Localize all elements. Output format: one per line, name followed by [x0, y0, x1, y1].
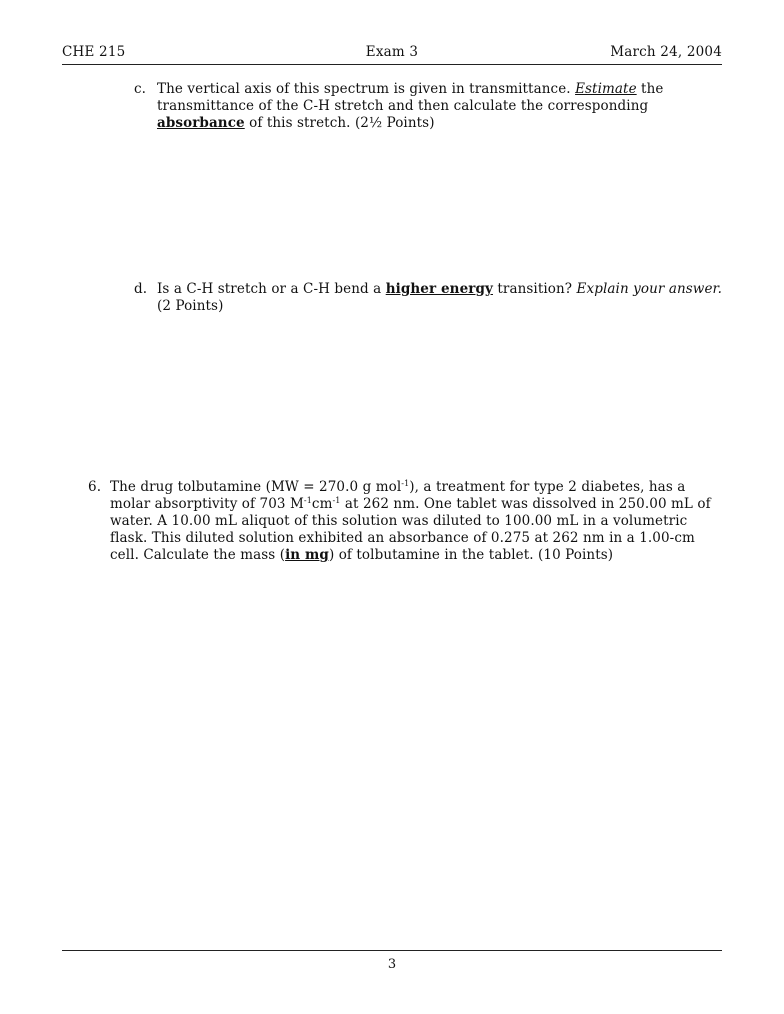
page-header	[62, 44, 722, 65]
higher-energy-emphasis: higher energy	[385, 281, 493, 297]
question-d-line-2: (2 Points)	[157, 298, 224, 314]
footer-divider	[62, 950, 722, 951]
question-6-line-5	[110, 547, 711, 564]
question-6-text	[110, 479, 711, 564]
text-span: cm	[311, 496, 333, 512]
question-c-label: c.	[134, 81, 147, 97]
superscript: -1	[401, 479, 410, 488]
text-span: molar absorptivity of 703 M	[110, 496, 304, 512]
text-span: Is a C-H stretch or a C-H bend a	[157, 281, 386, 297]
question-6-line-3: water. A 10.00 mL aliquot of this solution was diluted to 100.00 mL in a volumetric	[110, 513, 688, 529]
exam-date: March 24, 2004	[610, 44, 722, 60]
superscript: -1	[303, 496, 312, 505]
question-c-text	[157, 81, 663, 132]
absorbance-emphasis: absorbance	[157, 115, 245, 131]
course-code: CHE 215	[62, 44, 126, 60]
question-6-line-1	[110, 479, 711, 496]
text-span: The drug tolbutamine (MW = 270.0 g mol	[110, 479, 402, 495]
superscript: -1	[332, 496, 341, 505]
question-c-line-2: transmittance of the C-H stretch and then calculate the corresponding	[157, 98, 649, 114]
question-d-label: d.	[134, 281, 148, 297]
text-span: The vertical axis of this spectrum is given in transmittance.	[157, 81, 576, 97]
explain-emphasis: Explain your answer.	[576, 281, 722, 297]
text-span: transition?	[492, 281, 577, 297]
in-mg-emphasis: in mg	[285, 547, 329, 563]
question-6-line-2	[110, 496, 711, 513]
question-6-label: 6.	[88, 479, 102, 495]
question-d-line-1	[157, 281, 722, 298]
page-number: 3	[387, 957, 397, 972]
question-6-line-4: flask. This diluted solution exhibited an absorbance of 0.275 at 262 nm in a 1.00-cm	[110, 530, 695, 546]
text-span: of this stretch. (2½ Points)	[244, 115, 435, 131]
exam-title: Exam 3	[365, 44, 419, 60]
text-span: the	[636, 81, 664, 97]
question-d-text	[157, 281, 722, 315]
text-span: cell. Calculate the mass (	[110, 547, 286, 563]
estimate-emphasis: Estimate	[575, 81, 637, 97]
question-c-line-1	[157, 81, 663, 98]
text-span: at 262 nm. One tablet was dissolved in 250.00 mL of	[340, 496, 711, 512]
question-c-line-3	[157, 115, 663, 132]
text-span: ), a treatment for type 2 diabetes, has a	[409, 479, 686, 495]
text-span: ) of tolbutamine in the tablet. (10 Points)	[328, 547, 614, 563]
